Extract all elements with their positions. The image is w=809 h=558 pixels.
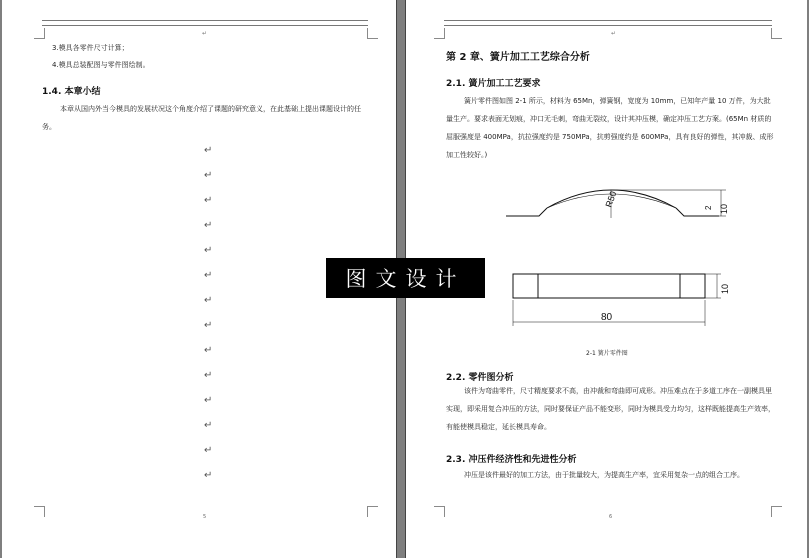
paragraph-mark: ↵ — [204, 345, 213, 356]
paragraph-mark: ↵ — [204, 170, 213, 181]
paragraph-mark: ↵ — [204, 270, 213, 281]
section-heading-2-3: 2.3. 冲压件经济性和先进性分析 — [446, 455, 577, 465]
watermark-banner: 图文设计 — [326, 258, 485, 298]
page-number: 6 — [609, 514, 613, 520]
paragraph-mark: ↵ — [204, 445, 213, 456]
list-line: 3.模具各零件尺寸计算； — [52, 44, 129, 52]
paragraph-mark: ↵ — [204, 145, 213, 156]
part-drawing — [501, 188, 746, 338]
section-heading: 1.4. 本章小结 — [42, 87, 101, 97]
section-heading-2-2: 2.2. 零件图分析 — [446, 373, 514, 383]
header-rule — [42, 20, 368, 26]
paragraph-mark: ↵ — [204, 420, 213, 431]
crop-mark — [367, 506, 378, 517]
paragraph-mark: ↵ — [204, 395, 213, 406]
paragraph: 该件为弯曲零件，尺寸精度要求不高，由冲裁和弯曲即可成形。冲压难点在于多道工序在一副模具里实现，即采用复合冲压的方法，同时要保证产品不能变形，同时为模具受力均匀，这样既能提高生产效率，有能使模具稳定，延长模具寿命。 — [446, 387, 775, 431]
list-line: 4.模具总装配图与零件图绘制。 — [52, 61, 150, 69]
header-mark: ↵ — [202, 30, 208, 37]
paragraph-mark: ↵ — [204, 195, 213, 206]
dim-thickness: 2 — [704, 205, 713, 210]
paragraph: 冲压是该件最好的加工方法，由于批量较大，为提高生产率，宜采用复杂一点的组合工序。 — [464, 471, 744, 479]
crop-mark — [34, 28, 45, 39]
paragraph-mark: ↵ — [204, 220, 213, 231]
paragraph: 本章从国内外当今模具的发展状况这个角度介绍了课题的研究意义，在此基础上提出课题设计的任务。 — [42, 105, 361, 131]
paragraph-mark: ↵ — [204, 295, 213, 306]
paragraph-mark: ↵ — [204, 370, 213, 381]
crop-mark — [771, 28, 782, 39]
crop-mark — [771, 506, 782, 517]
crop-mark — [434, 28, 445, 39]
paragraph: 簧片零件图如图 2-1 所示，材料为 65Mn，弹簧钢，宽度为 10mm，已知年产量 10 万件，为大批量生产。要求表面无划痕，冲口无毛刺，弯曲无裂纹，设计其冲压模，确定冲压工艺方案。(65Mn 材质的屈服强度是 400MPa，抗拉强度约是 750MPa，抗剪强度约是 600MPa，具有良好的弹性，其冲裁、成形加工性较好。) — [446, 97, 774, 159]
dim-width: 10 — [720, 283, 730, 294]
crop-mark — [34, 506, 45, 517]
header-rule — [444, 20, 772, 26]
dim-radius: R50 — [603, 189, 619, 209]
crop-mark — [434, 506, 445, 517]
section-heading-2-1: 2.1. 簧片加工工艺要求 — [446, 79, 541, 89]
paragraph-mark: ↵ — [204, 245, 213, 256]
paragraph-mark: ↵ — [204, 470, 213, 481]
chapter-title: 第 2 章、簧片加工工艺综合分析 — [446, 52, 590, 63]
header-mark: ↵ — [611, 30, 617, 37]
page-number: 5 — [203, 514, 207, 520]
figure-caption: 2-1 簧片零件图 — [586, 350, 628, 357]
dim-height: 10 — [719, 203, 729, 214]
paragraph-mark: ↵ — [204, 320, 213, 331]
dim-length: 80 — [601, 312, 613, 323]
crop-mark — [367, 28, 378, 39]
